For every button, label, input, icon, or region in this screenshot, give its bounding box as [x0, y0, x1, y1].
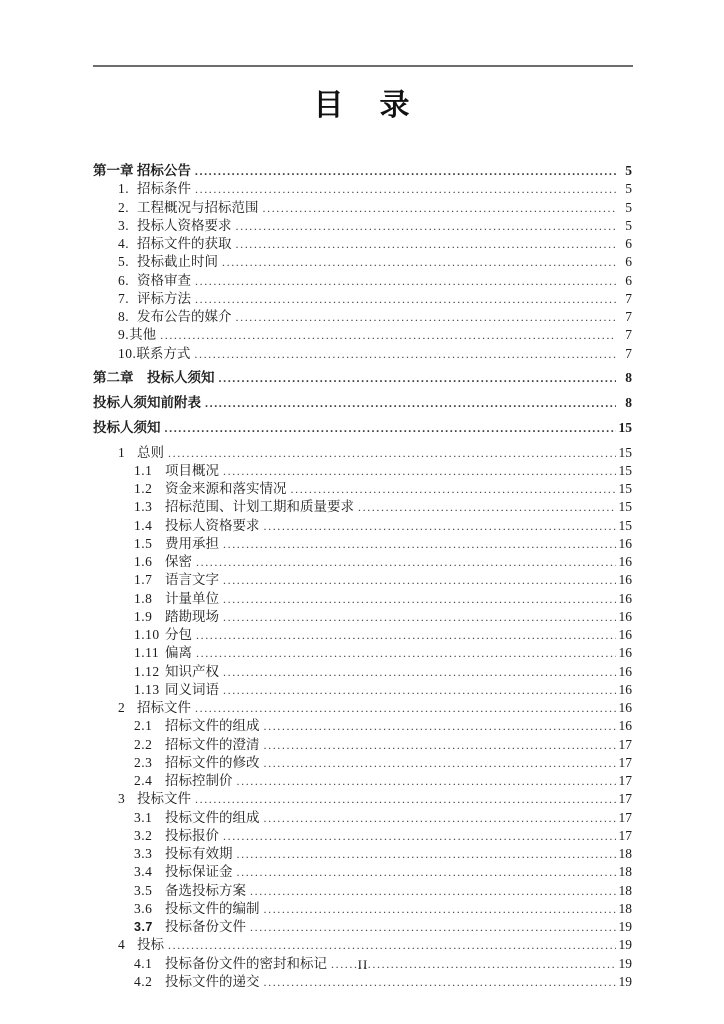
- toc-entry-page: 17: [618, 754, 632, 770]
- dot-leader: [250, 883, 616, 900]
- toc-entry-label: 招标文件: [137, 700, 191, 715]
- toc-entry: [93, 308, 632, 326]
- toc-entry-number: 4: [118, 937, 126, 953]
- toc-entry-label: 投标文件的编制: [165, 900, 260, 916]
- toc-entry-page: 6: [625, 236, 632, 251]
- toc-entry-label: 招标文件的修改: [165, 754, 260, 770]
- toc-entry: [93, 517, 632, 535]
- toc-entry-page: 7: [625, 345, 632, 361]
- toc-entry: [93, 180, 632, 198]
- toc-entry-label: 语言文字: [165, 572, 219, 588]
- toc-entry-number: 2.2: [134, 736, 153, 752]
- toc-entry-page: 15: [618, 481, 632, 496]
- toc-entry-page: 19: [618, 919, 632, 934]
- dot-leader: [264, 901, 617, 918]
- dot-leader: [263, 200, 617, 217]
- toc-entry: [93, 394, 632, 412]
- toc-entry-label: 投标截止时间: [137, 254, 218, 270]
- dot-leader: [223, 609, 616, 626]
- toc-entry: [93, 736, 632, 754]
- toc-entry: [93, 290, 632, 308]
- toc-entry-page: 17: [618, 809, 632, 825]
- toc-entry-label: 投标人须知: [93, 419, 161, 435]
- toc-entry-page: 7: [625, 309, 632, 324]
- toc-entry: [93, 480, 632, 498]
- toc-entry-page: 7: [625, 290, 632, 306]
- dot-leader: [223, 572, 616, 589]
- dot-leader: [195, 181, 616, 198]
- toc-entry-label: 招标文件的澄清: [165, 736, 260, 752]
- toc-entry-number: 1.5: [134, 535, 153, 551]
- toc-entry-number: 1.12: [134, 663, 160, 679]
- toc-entry: [93, 608, 632, 626]
- toc-entry-page: 8: [625, 395, 632, 410]
- toc-entry-number: 1.8: [134, 590, 153, 606]
- dot-leader: [264, 810, 617, 827]
- dot-leader: [223, 463, 616, 480]
- toc-entry-number: 4.2: [134, 973, 153, 989]
- toc-entry-label: 项目概况: [165, 462, 219, 478]
- toc-entry-page: 15: [618, 444, 632, 460]
- toc-entry: [93, 199, 632, 217]
- toc-entry-number: 10.: [118, 345, 137, 361]
- toc-entry: [93, 498, 632, 516]
- toc-entry-label: 工程概况与招标范围: [137, 199, 259, 215]
- dot-leader: [168, 937, 616, 954]
- toc-entry-label: 投标文件: [137, 791, 191, 807]
- dot-leader: [196, 645, 616, 662]
- toc-entry: [93, 590, 632, 608]
- toc-entry: [93, 553, 632, 571]
- toc-entry: [93, 272, 632, 290]
- toc-entry-page: 16: [618, 608, 632, 624]
- toc-entry-number: 1.10: [134, 627, 160, 642]
- toc-entry-page: 19: [618, 937, 632, 953]
- toc-entry: [93, 644, 632, 662]
- toc-entry: [93, 772, 632, 790]
- dot-leader: [264, 518, 617, 535]
- dot-leader: [195, 273, 616, 290]
- toc-entry: [93, 626, 632, 644]
- toc-entry: [93, 900, 632, 918]
- toc-entry-number: 5.: [118, 254, 130, 270]
- toc-entry-page: 18: [618, 846, 632, 861]
- toc-entry-page: 18: [618, 900, 632, 916]
- toc-entry-label: 联系方式: [136, 345, 191, 361]
- toc-entry-page: 19: [618, 973, 632, 989]
- toc-entry-page: 17: [618, 736, 632, 752]
- toc-entry-page: 16: [618, 535, 632, 551]
- toc-entry-label: 投标报价: [165, 827, 219, 843]
- toc-entry: [93, 699, 632, 717]
- toc-entry-number: 2.: [118, 199, 130, 215]
- dot-leader: [165, 420, 617, 437]
- toc-entry-number: 3.2: [134, 827, 153, 843]
- table-of-contents: [93, 162, 632, 991]
- toc-entry-page: 16: [618, 700, 632, 715]
- toc-entry-number: 2.3: [134, 754, 153, 770]
- toc-entry: [93, 162, 632, 180]
- toc-entry: [93, 345, 632, 363]
- toc-entry-number: 1.9: [134, 608, 153, 624]
- toc-entry-label: 资金来源和落实情况: [165, 481, 287, 496]
- toc-entry-number: 1.6: [134, 554, 153, 569]
- toc-entry-label: 投标人资格要求: [137, 217, 232, 233]
- toc-entry-page: 8: [625, 370, 632, 386]
- header-rule: [93, 65, 633, 67]
- toc-entry-label: 计量单位: [165, 590, 219, 606]
- toc-entry-label: 资格审查: [137, 272, 191, 288]
- toc-entry: [93, 827, 632, 845]
- toc-entry: [93, 235, 632, 253]
- toc-entry-page: 17: [618, 791, 632, 807]
- toc-entry: [93, 936, 632, 954]
- toc-entry-label: 同义词语: [165, 681, 219, 697]
- page-title: 目 录: [313, 89, 413, 122]
- toc-entry-label: 备选投标方案: [165, 882, 246, 898]
- dot-leader: [196, 627, 616, 644]
- toc-entry-page: 5: [625, 163, 632, 178]
- dot-leader: [236, 236, 617, 253]
- toc-entry: [93, 535, 632, 553]
- toc-entry-number: 1.13: [134, 681, 160, 697]
- dot-leader: [236, 309, 617, 326]
- toc-entry-number: 8.: [118, 309, 130, 324]
- dot-leader: [194, 346, 616, 363]
- dot-leader: [195, 700, 616, 717]
- toc-entry-label: 招标文件的组成: [165, 718, 260, 734]
- toc-entry: [93, 419, 632, 437]
- dot-leader: [264, 718, 617, 735]
- toc-entry-page: 16: [618, 681, 632, 697]
- toc-entry-number: 3.1: [134, 809, 153, 825]
- toc-entry-number: 1.2: [134, 481, 153, 496]
- toc-entry-number: 4.1: [134, 955, 153, 971]
- toc-entry-label: 保密: [165, 554, 192, 569]
- toc-entry-page: 16: [618, 554, 632, 569]
- toc-entry: [93, 326, 632, 344]
- toc-entry-page: 16: [618, 718, 632, 734]
- toc-entry-number: 4.: [118, 236, 130, 251]
- toc-entry-number: 6.: [118, 272, 130, 288]
- toc-entry-page: 6: [625, 254, 632, 270]
- toc-entry-number: 1.: [118, 181, 130, 197]
- toc-entry-page: 15: [618, 419, 632, 435]
- toc-entry-number: 3.3: [134, 846, 153, 861]
- toc-entry: [93, 462, 632, 480]
- dot-leader: [205, 395, 616, 412]
- toc-entry-page: 15: [618, 462, 632, 478]
- toc-entry-label: 招标条件: [137, 181, 191, 197]
- toc-entry-label: 总则: [137, 444, 164, 460]
- dot-leader: [223, 664, 616, 681]
- toc-entry: [93, 863, 632, 881]
- dot-leader: [222, 254, 616, 271]
- dot-leader: [291, 481, 617, 498]
- toc-entry-number: 1: [118, 444, 126, 460]
- toc-entry-label: 投标备份文件: [165, 919, 246, 934]
- toc-entry-page: 5: [625, 199, 632, 215]
- toc-entry: [93, 754, 632, 772]
- toc-entry-number: 3.6: [134, 900, 153, 916]
- toc-entry-label: 投标保证金: [165, 864, 233, 880]
- toc-entry: [93, 809, 632, 827]
- dot-leader: [195, 791, 616, 808]
- toc-entry: [93, 253, 632, 271]
- dot-leader: [237, 864, 617, 881]
- toc-entry-label: 踏勘现场: [165, 608, 219, 624]
- toc-entry-page: 5: [625, 217, 632, 233]
- toc-entry-label: 其他: [129, 327, 157, 343]
- toc-entry-label: 费用承担: [165, 535, 219, 551]
- toc-entry-number: 9.: [118, 327, 130, 343]
- toc-entry: [93, 663, 632, 681]
- toc-entry: [93, 973, 632, 991]
- toc-entry-number: 2: [118, 700, 126, 715]
- toc-entry-label: 第二章 投标人须知: [93, 370, 215, 386]
- dot-leader: [219, 370, 617, 387]
- toc-entry-label: 投标: [137, 937, 164, 953]
- toc-entry-number: 1.3: [134, 499, 153, 515]
- toc-entry-number: 3: [118, 791, 126, 807]
- toc-entry: [93, 882, 632, 900]
- dot-leader: [223, 591, 616, 608]
- toc-entry-page: 6: [625, 272, 632, 288]
- dot-leader: [237, 846, 617, 863]
- dot-leader: [236, 218, 617, 235]
- toc-entry-label: 投标有效期: [165, 846, 233, 861]
- toc-entry-label: 评标方法: [137, 290, 191, 306]
- toc-entry-page: 16: [618, 627, 632, 642]
- toc-entry: [93, 681, 632, 699]
- toc-entry-number: 1.7: [134, 572, 153, 588]
- toc-entry-label: 发布公告的媒介: [137, 309, 232, 324]
- toc-entry-label: 偏离: [165, 645, 192, 661]
- dot-leader: [195, 291, 616, 308]
- dot-leader: [264, 755, 617, 772]
- dot-leader: [195, 163, 616, 180]
- dot-leader: [237, 773, 617, 790]
- toc-entry-label: 招标控制价: [165, 773, 233, 788]
- toc-entry-number: 1.11: [134, 645, 160, 661]
- toc-entry-label: 分包: [165, 627, 192, 642]
- toc-entry-page: 7: [625, 327, 632, 343]
- toc-entry-page: 18: [618, 882, 632, 898]
- toc-entry: [93, 845, 632, 863]
- dot-leader: [223, 536, 616, 553]
- toc-entry-label: 知识产权: [165, 663, 219, 679]
- toc-entry-page: 16: [618, 572, 632, 588]
- toc-entry-label: 投标人资格要求: [165, 517, 260, 533]
- toc-entry-number: 7.: [118, 290, 130, 306]
- toc-entry-number: 2.4: [134, 773, 153, 788]
- toc-entry: [93, 369, 632, 387]
- dot-leader: [264, 737, 617, 754]
- toc-entry: [93, 918, 632, 936]
- dot-leader: [358, 499, 616, 516]
- toc-entry-number: 3.7: [134, 920, 153, 934]
- toc-entry: [93, 217, 632, 235]
- toc-entry-label: 投标人须知前附表: [93, 395, 201, 410]
- toc-entry-number: 3.4: [134, 864, 153, 880]
- dot-leader: [250, 919, 616, 936]
- toc-entry-number: 2.1: [134, 718, 153, 734]
- toc-entry-label: 招标范围、计划工期和质量要求: [165, 499, 354, 515]
- dot-leader: [196, 554, 616, 571]
- toc-entry-page: 5: [625, 181, 632, 197]
- toc-entry-page: 15: [618, 517, 632, 533]
- dot-leader: [223, 682, 616, 699]
- toc-entry-number: 3.5: [134, 882, 153, 898]
- dot-leader: [160, 327, 616, 344]
- footer-page-number: II: [357, 957, 369, 972]
- toc-entry-page: 16: [618, 663, 632, 679]
- toc-entry-page: 17: [618, 827, 632, 843]
- toc-entry-page: 19: [618, 955, 632, 971]
- toc-entry-number: 1.1: [134, 462, 153, 478]
- dot-leader: [223, 828, 616, 845]
- toc-entry-page: 17: [618, 773, 632, 788]
- toc-entry-number: 1.4: [134, 517, 153, 533]
- toc-entry-number: 3.: [118, 217, 130, 233]
- toc-entry-page: 15: [618, 499, 632, 515]
- toc-entry-label: 招标文件的获取: [137, 236, 232, 251]
- dot-leader: [168, 445, 616, 462]
- toc-entry: [93, 717, 632, 735]
- toc-entry: [93, 790, 632, 808]
- toc-entry: [93, 444, 632, 462]
- toc-entry-page: 16: [618, 645, 632, 661]
- toc-entry: [93, 571, 632, 589]
- toc-entry-page: 18: [618, 864, 632, 880]
- toc-entry-label: 第一章 招标公告: [93, 163, 191, 178]
- dot-leader: [264, 974, 617, 991]
- toc-entry-label: 投标备份文件的密封和标记: [165, 955, 327, 971]
- toc-entry-label: 投标文件的组成: [165, 809, 260, 825]
- toc-entry-label: 投标文件的递交: [165, 973, 260, 989]
- toc-entry-page: 16: [618, 590, 632, 606]
